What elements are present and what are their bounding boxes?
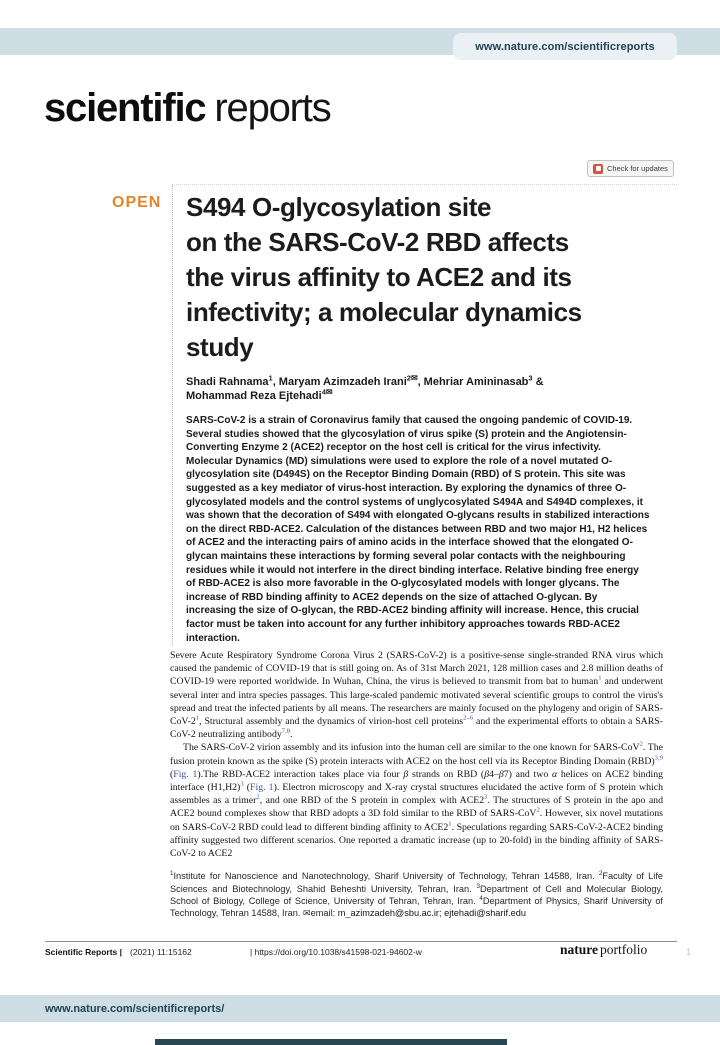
citation-ref[interactable]: 3	[484, 793, 488, 801]
journal-logo	[44, 86, 331, 131]
article-title	[186, 190, 582, 365]
abstract-paragraph: SARS-CoV-2 is a strain of Coronavirus family that caused the ongoing pandemic of COVID-19. Several studies showed that the glycosylation of virus spike (S) protein and the Angiotensin-Converting Enzyme 2 (ACE2) receptor on the host cell is critical for the virus infectivity. Molecular Dynamics (MD) simulations were used to explore the role of a novel mutated O-glycosylation site (D494S) on the Receptor Binding Domain (RBD) of S protein. This site was suggested as a key mediator of virus-host interaction. By exploring the dynamics of three O-glycosylated models and the control systems of unglycosylated S494A and S494D complexes, it was shown that the decoration of S494 with elongated O-glycans results in stabilized interactions on the direct RBD-ACE2. Calculation of the distances between RBD and two major H1, H2 helices of ACE2 and the interacting pairs of amino acids in the interface showed that the elongated O-glycan maintains these interactions by forming several polar contacts with the neighbouring residues while it would not interfere in the direct binding interface. Relative binding free energy of RBD-ACE2 is also more favorable in the O-glycosylated models with longer glycans. The increase of RBD binding affinity to ACE2 depends on the size of attached O-glycan. By increasing the size of O-glycan, the RBD-ACE2 binding affinity will increase. Hence, this crucial factor must be taken into account for any further inhibitory approaches towards RBD-ACE2 interaction.	[186, 415, 650, 644]
text-segment: . The structures of S protein in the apo and ACE2 bound complexes show that RBD adopts a 3D fold similar to the RBD of SARS-CoV	[170, 795, 663, 820]
text-segment: Faculty of Life Sciences and Biotechnology, Shahid Beheshti University, Tehran, Iran.	[170, 871, 663, 894]
citation-ref[interactable]: 3	[240, 780, 244, 788]
logo-reports: reports	[214, 86, 331, 130]
citation-ref[interactable]: 2	[639, 741, 643, 749]
text-segment: , Mehriar Amininasab	[417, 376, 529, 388]
bottom-band	[0, 995, 720, 1022]
dotted-divider-vertical	[172, 185, 173, 645]
text-segment: and the experimental efforts to obtain a SARS-CoV-2 neutralizing antibody	[170, 716, 664, 741]
envelope-icon: ✉	[410, 373, 418, 383]
crossmark-icon	[593, 164, 603, 174]
title-line: on the SARS-CoV-2 RBD affects	[186, 227, 569, 257]
text-segment: ;	[438, 908, 445, 919]
figure-link[interactable]: Fig. 1	[173, 768, 198, 780]
nature-portfolio-logo	[560, 942, 647, 958]
affiliation-ref: 2	[406, 373, 411, 383]
text-segment: 4–	[489, 768, 499, 780]
affiliation-ref: 1	[268, 373, 273, 383]
text-segment: α	[552, 768, 558, 780]
text-segment: β	[498, 768, 504, 780]
author-list	[186, 375, 656, 403]
text-segment: Shadi Rahnama	[186, 376, 269, 388]
figure-link[interactable]: Fig. 1	[250, 782, 274, 794]
email-link[interactable]: m_azimzadeh@sbu.ac.ir	[337, 908, 439, 919]
title-line: infectivity; a molecular dynamics	[186, 297, 582, 327]
text-segment: Severe Acute Respiratory Syndrome Corona Virus 2 (SARS-CoV-2) is a positive-sense single-stranded RNA virus which caused the pandemic of COVID-19 that is still going on. As of 31st March 2021, 128 million cases and 2.8 million deaths of COVID-19 were reported worldwide. In Wuhan, China, the virus is believed to transmit from bat to human	[170, 650, 663, 688]
text-segment: , and one RBD of the S protein in complex with ACE2	[259, 795, 485, 807]
check-for-updates-badge[interactable]	[587, 160, 674, 177]
text-segment: Mohammad Reza Ejtehadi	[186, 390, 322, 402]
affiliation-ref: 2	[598, 870, 603, 878]
text-segment: β	[484, 768, 490, 780]
nature-logo-text: nature	[560, 942, 599, 957]
dotted-divider-horizontal	[172, 184, 677, 185]
text-segment: email:	[310, 908, 338, 919]
text-segment: helices on ACE2 binding interface (H1,H2)	[170, 768, 663, 794]
text-segment: The SARS-CoV-2 virion assembly and its infusion into the human cell are similar to the one known for SARS-CoV	[183, 742, 640, 754]
open-access-label: OPEN	[112, 194, 162, 211]
article-body	[170, 649, 663, 919]
text-segment: &	[532, 376, 544, 388]
body-paragraph	[170, 741, 663, 860]
text-segment: Institute for Nanoscience and Nanotechnology, Sharif University of Technology, Tehran 14588, Iran.	[173, 871, 599, 882]
citation-ref[interactable]: 2–6	[463, 714, 474, 722]
affiliation-ref: 4	[479, 894, 483, 902]
envelope-icon: ✉	[302, 908, 311, 919]
text-segment: (	[170, 768, 174, 780]
bottom-site-url: www.nature.com/scientificreports/	[45, 1002, 225, 1015]
footer-doi-link[interactable]: | https://doi.org/10.1038/s41598-021-94602-w	[250, 947, 422, 957]
footer-citation: (2021) 11:15162	[130, 947, 192, 957]
title-line: study	[186, 332, 254, 362]
text-segment: .	[290, 729, 293, 741]
citation-ref[interactable]: 1	[598, 675, 602, 683]
citation-ref[interactable]: 3,9	[654, 754, 663, 762]
text-segment: , Maryam Azimzadeh Irani	[272, 376, 407, 388]
text-segment: Department of Physics, Sharif University of Technology, Tehran 14588, Iran.	[170, 895, 663, 919]
text-segment: strands on RBD (	[408, 768, 485, 780]
footer-journal-name: Scientific Reports |	[45, 947, 123, 957]
text-segment: (	[243, 782, 251, 794]
citation-ref[interactable]: 2	[256, 793, 260, 801]
logo-scientific: scientific	[44, 86, 206, 130]
body-paragraph	[170, 649, 663, 741]
affiliation-ref: 3	[476, 882, 481, 890]
email-link[interactable]: ejtehadi@sharif.edu	[444, 908, 526, 919]
portfolio-logo-text: portfolio	[600, 942, 648, 957]
text-segment: β	[403, 768, 409, 780]
check-for-updates-label: Check for updates	[607, 164, 668, 173]
title-line: S494 O-glycosylation site	[186, 192, 492, 222]
text-segment: Department of Cell and Molecular Biology, School of Biology, College of Science, University of Tehran, Tehran, Iran.	[170, 883, 663, 906]
text-segment: . However, six novel mutations on SARS-CoV-2 RBD could lead to different binding affinity to ACE2	[170, 808, 663, 833]
affiliation-ref: 1	[170, 870, 174, 878]
affiliations-footnote	[170, 870, 663, 919]
citation-ref[interactable]: 1	[195, 714, 200, 722]
text-segment: . The fusion protein known as the spike (S) protein interacts with ACE2 on the host cell via its Receptor Binding Domain (RBD)	[170, 742, 663, 767]
citation-ref[interactable]: 7,8	[281, 727, 291, 735]
envelope-icon: ✉	[325, 387, 333, 397]
next-page-preview-bar	[155, 1039, 507, 1045]
citation-ref[interactable]: 2	[536, 807, 540, 815]
affiliation-ref: 3	[528, 373, 533, 383]
title-line: the virus affinity to ACE2 and its	[186, 262, 572, 292]
footer-page-number: 1	[686, 947, 692, 957]
affiliation-ref: 4	[321, 387, 326, 397]
header-site-url: www.nature.com/scientificreports	[453, 33, 677, 60]
text-segment: and underwent several inter and intra species passages. This large-scaled pandemic motivated several scientific groups to control the virus's spread and treat the infected patients by all means. The researchers are mainly focused on the phylogeny and origin of SARS-CoV-2	[170, 676, 663, 728]
text-segment: ). Electron microscopy and X-ray crystal structures elucidated the active form of S protein which assembles as a trimer	[170, 782, 663, 807]
text-segment: 7) and two	[503, 768, 552, 780]
text-segment: , Structural assembly and the dynamics of virion-host cell proteins	[199, 716, 464, 728]
citation-ref[interactable]: 1	[448, 820, 452, 828]
text-segment: ).The RBD-ACE2 interaction takes place via four	[197, 768, 404, 780]
text-segment: . Speculations regarding SARS-CoV-2-ACE2 binding affinity suggested two different scenarios. One reported a dramatic increase (up to 20-fold) in the binding affinity of SARS-CoV-2 to ACE2	[170, 821, 663, 860]
